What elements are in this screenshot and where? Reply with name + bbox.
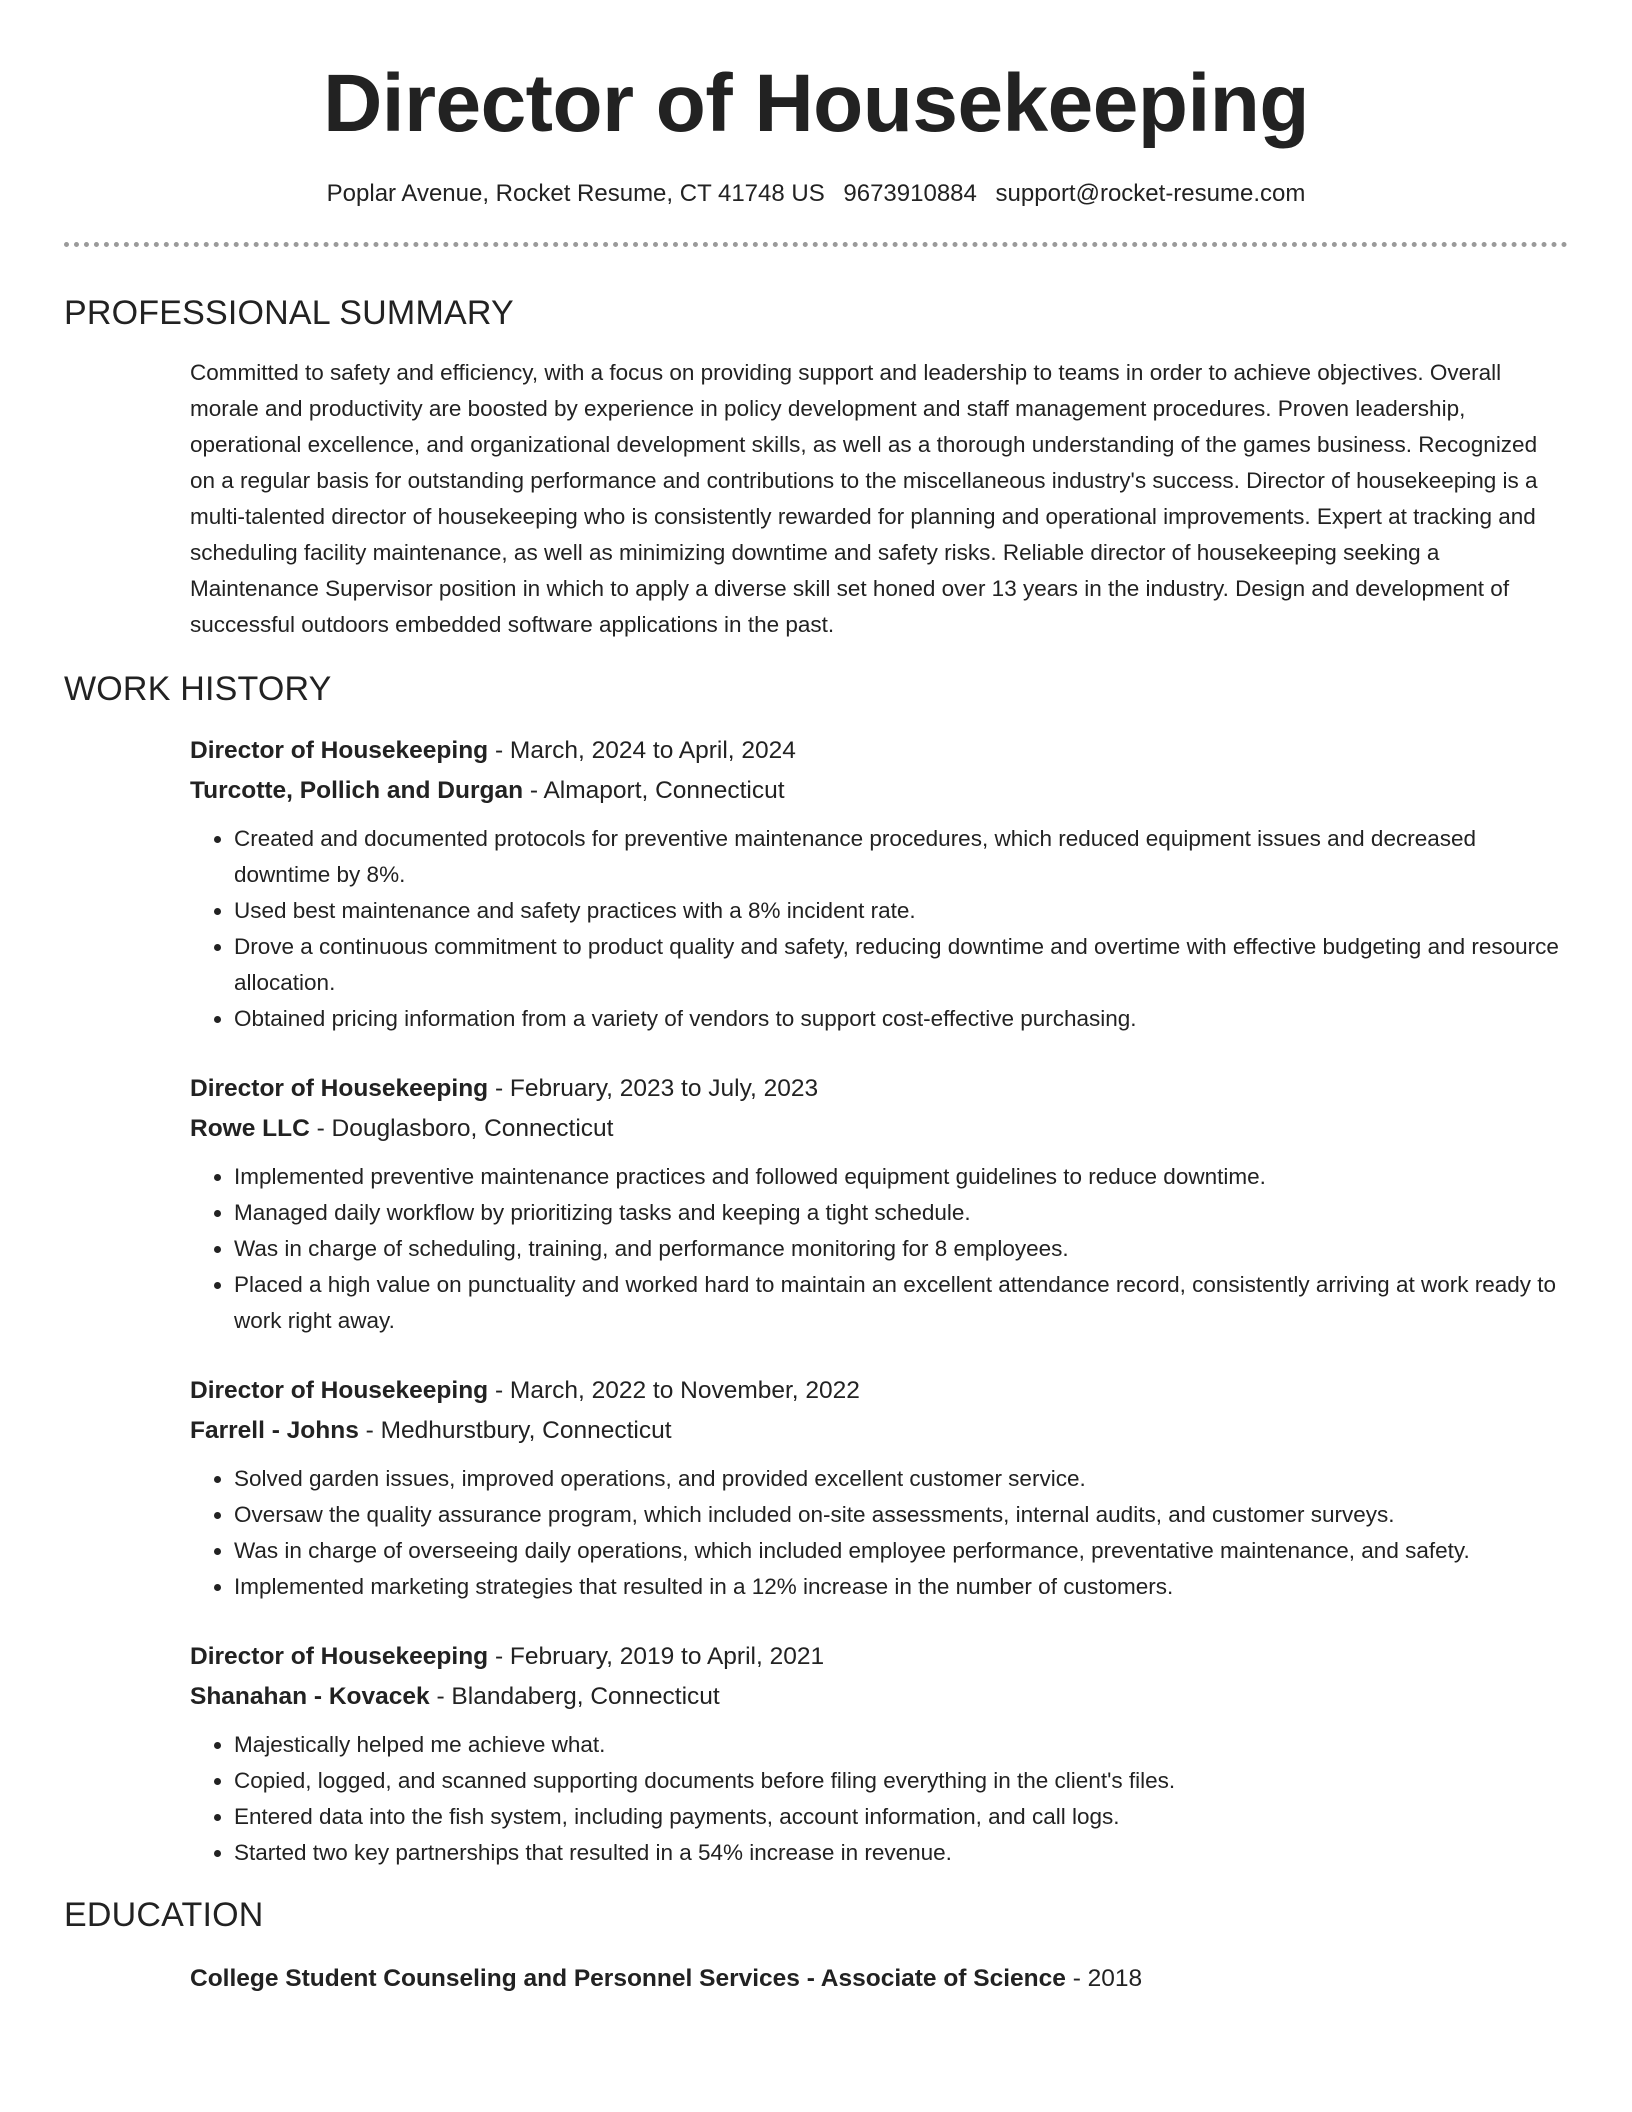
job-dates: - February, 2023 to July, 2023 xyxy=(488,1075,819,1102)
job-bullet: • Majestically helped me achieve what. xyxy=(234,1727,1568,1763)
job-bullet: • Implemented marketing strategies that resulted in a 12% increase in the number of customers. xyxy=(234,1569,1568,1605)
job-company-line xyxy=(190,1411,1568,1451)
job-title-line xyxy=(190,1069,1568,1109)
job-bullet: • Entered data into the fish system, including payments, account information, and call logs. xyxy=(234,1799,1568,1835)
job-bullet: • Was in charge of overseeing daily operations, which included employee performance, preventative maintenance, and safety. xyxy=(234,1533,1568,1569)
job-bullet: • Used best maintenance and safety practices with a 8% incident rate. xyxy=(234,893,1568,929)
job-bullet-list xyxy=(190,1159,1568,1339)
header-divider xyxy=(64,242,1568,247)
job-entry xyxy=(190,1637,1568,1871)
education-degree: College Student Counseling and Personnel Services - Associate of Science xyxy=(190,1965,1066,1992)
job-bullet: • Oversaw the quality assurance program, which included on-site assessments, internal audits, and customer surveys. xyxy=(234,1497,1568,1533)
resume-name: Director of Housekeeping xyxy=(323,58,1309,149)
job-bullet-list xyxy=(190,1461,1568,1605)
job-location: - Almaport, Connecticut xyxy=(523,777,785,804)
resume-page xyxy=(64,0,1568,1999)
summary-text: Committed to safety and efficiency, with a focus on providing support and leadership to teams in order to achieve objectives. Overall morale and productivity are boosted by experience in policy development and staff management procedures. Proven leadership, operational excellence, and organizational development skills, as well as a thorough understanding of the games business. Recognized on a regular basis for outstanding performance and contributions to the miscellaneous industry's success. Director of housekeeping is a multi-talented director of housekeeping who is consistently rewarded for planning and operational improvements. Expert at tracking and scheduling facility maintenance, as well as minimizing downtime and safety risks. Reliable director of housekeeping seeking a Maintenance Supervisor position in which to apply a diverse skill set honed over 13 years in the industry. Design and development of successful outdoors embedded software applications in the past. xyxy=(190,360,1538,637)
job-entry xyxy=(190,731,1568,1037)
job-bullet: • Started two key partnerships that resulted in a 54% increase in revenue. xyxy=(234,1835,1568,1871)
job-bullet: • Copied, logged, and scanned supporting documents before filing everything in the client's files. xyxy=(234,1763,1568,1799)
job-location: - Blandaberg, Connecticut xyxy=(429,1683,720,1710)
job-bullet: • Managed daily workflow by prioritizing tasks and keeping a tight schedule. xyxy=(234,1195,1568,1231)
job-company: Farrell - Johns xyxy=(190,1417,359,1444)
job-bullet-list xyxy=(190,821,1568,1037)
contact-email: support@rocket-resume.com xyxy=(995,180,1306,207)
job-title-line xyxy=(190,1637,1568,1677)
education-year: - 2018 xyxy=(1065,1965,1143,1992)
job-dates: - March, 2022 to November, 2022 xyxy=(488,1377,860,1404)
job-company: Shanahan - Kovacek xyxy=(190,1683,430,1710)
section-title-summary: PROFESSIONAL SUMMARY xyxy=(64,294,514,332)
contact-phone: 9673910884 xyxy=(843,180,977,207)
education-entry xyxy=(190,1959,1568,1999)
section-title-work-history: WORK HISTORY xyxy=(64,670,332,708)
job-entry xyxy=(190,1069,1568,1339)
contact-line xyxy=(64,178,1568,210)
job-bullet-list xyxy=(190,1727,1568,1871)
job-dates: - February, 2019 to April, 2021 xyxy=(488,1643,825,1670)
job-role: Director of Housekeeping xyxy=(190,1075,489,1102)
job-title-line xyxy=(190,731,1568,771)
job-bullet: • Was in charge of scheduling, training, and performance monitoring for 8 employees. xyxy=(234,1231,1568,1267)
job-company-line xyxy=(190,1677,1568,1717)
job-location: - Douglasboro, Connecticut xyxy=(309,1115,614,1142)
contact-address: Poplar Avenue, Rocket Resume, CT 41748 US xyxy=(326,180,825,207)
job-role: Director of Housekeeping xyxy=(190,1377,489,1404)
job-bullet: • Created and documented protocols for preventive maintenance procedures, which reduced equipment issues and decreased downtime by 8%. xyxy=(234,821,1568,893)
job-title-line xyxy=(190,1371,1568,1411)
job-role: Director of Housekeeping xyxy=(190,737,489,764)
job-bullet: • Implemented preventive maintenance practices and followed equipment guidelines to reduce downtime. xyxy=(234,1159,1568,1195)
job-company: Rowe LLC xyxy=(190,1115,310,1142)
job-bullet: • Solved garden issues, improved operations, and provided excellent customer service. xyxy=(234,1461,1568,1497)
job-role: Director of Housekeeping xyxy=(190,1643,489,1670)
job-company-line xyxy=(190,1109,1568,1149)
job-bullet: • Drove a continuous commitment to product quality and safety, reducing downtime and overtime with effective budgeting and resource allocation. xyxy=(234,929,1568,1001)
job-location: - Medhurstbury, Connecticut xyxy=(358,1417,672,1444)
job-entry xyxy=(190,1371,1568,1605)
job-company-line xyxy=(190,771,1568,811)
job-bullet: • Obtained pricing information from a variety of vendors to support cost-effective purchasing. xyxy=(234,1001,1568,1037)
job-dates: - March, 2024 to April, 2024 xyxy=(488,737,796,764)
job-company: Turcotte, Pollich and Durgan xyxy=(190,777,524,804)
job-bullet: • Placed a high value on punctuality and worked hard to maintain an excellent attendance record, consistently arriving at work ready to work right away. xyxy=(234,1267,1568,1339)
section-title-education: EDUCATION xyxy=(64,1896,264,1934)
